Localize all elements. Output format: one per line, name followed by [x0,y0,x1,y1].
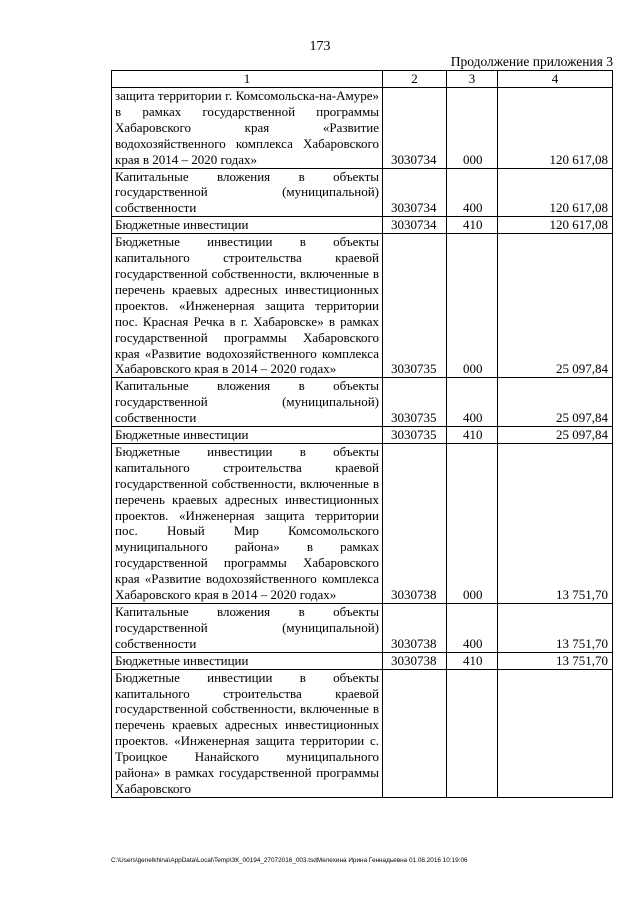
row-type: 410 [447,652,498,669]
file-path-footer: C:\Users\genelkhina\AppData\Local\Temp\ЗК_00194_27072016_003.tsdМелехина Ирина Геннадьевна 01.08.2016 10:19:06 [111,857,468,864]
row-code: 3030734 [383,217,447,234]
table-row [112,443,613,603]
header-col-3: 3 [447,71,498,88]
table-row [112,669,613,797]
row-description: Бюджетные инвестиции в объекты капитального строительства краевой государственной собственности, включенные в перечень краевых адресных инвестиционных проектов. «Инженерная защита территории пос. Новый Мир Комсомольского муниципального района» в рамках государственной программы Хабаровского края «Развитие водохозяйственного комплекса Хабаровского края в 2014 – 2020 годах» [112,443,383,603]
page-number: 173 [309,39,331,54]
table-row [112,604,613,653]
row-type: 400 [447,168,498,217]
row-amount: 25 097,84 [498,378,613,427]
row-code: 3030738 [383,652,447,669]
table-row [112,234,613,378]
row-type [447,669,498,797]
row-amount: 120 617,08 [498,88,613,169]
row-description: Бюджетные инвестиции в объекты капитального строительства краевой государственной собственности, включенные в перечень краевых адресных инвестиционных проектов. «Инженерная защита территории с. Троицкое Нанайского муниципального района» в рамках государственной программы Хабаровского [112,669,383,797]
row-amount: 25 097,84 [498,427,613,444]
table-row [112,168,613,217]
row-amount: 13 751,70 [498,443,613,603]
table-row [112,652,613,669]
row-description: защита территории г. Комсомольска-на-Амуре» в рамках государственной программы Хабаровского края «Развитие водохозяйственного комплекса Хабаровского края в 2014 – 2020 годах» [112,88,383,169]
row-type: 410 [447,217,498,234]
row-description: Капитальные вложения в объекты государственной (муниципальной) собственности [112,168,383,217]
appendix-table [111,70,613,798]
table-row [112,378,613,427]
row-code: 3030735 [383,427,447,444]
row-type: 400 [447,604,498,653]
row-type: 000 [447,443,498,603]
header-col-2: 2 [383,71,447,88]
header-row [112,71,613,88]
row-type: 410 [447,427,498,444]
row-amount: 25 097,84 [498,234,613,378]
row-amount: 13 751,70 [498,652,613,669]
row-code: 3030738 [383,443,447,603]
table-row [112,217,613,234]
row-type: 000 [447,234,498,378]
header-col-1: 1 [112,71,383,88]
row-amount [498,669,613,797]
row-code [383,669,447,797]
continuation-label: Продолжение приложения 3 [450,54,613,69]
row-description: Капитальные вложения в объекты государственной (муниципальной) собственности [112,378,383,427]
row-code: 3030735 [383,378,447,427]
row-type: 400 [447,378,498,427]
row-type: 000 [447,88,498,169]
row-description: Бюджетные инвестиции [112,652,383,669]
row-amount: 13 751,70 [498,604,613,653]
header-col-4: 4 [498,71,613,88]
row-code: 3030734 [383,168,447,217]
row-amount: 120 617,08 [498,217,613,234]
row-description: Бюджетные инвестиции [112,217,383,234]
row-code: 3030738 [383,604,447,653]
table-row [112,88,613,169]
row-amount: 120 617,08 [498,168,613,217]
row-code: 3030734 [383,88,447,169]
row-description: Бюджетные инвестиции в объекты капитального строительства краевой государственной собственности, включенные в перечень краевых адресных инвестиционных проектов. «Инженерная защита территории пос. Красная Речка в г. Хабаровске» в рамках государственной программы Хабаровского края «Развитие водохозяйственного комплекса Хабаровского края в 2014 – 2020 годах» [112,234,383,378]
row-description: Бюджетные инвестиции [112,427,383,444]
row-code: 3030735 [383,234,447,378]
table-row [112,427,613,444]
row-description: Капитальные вложения в объекты государственной (муниципальной) собственности [112,604,383,653]
